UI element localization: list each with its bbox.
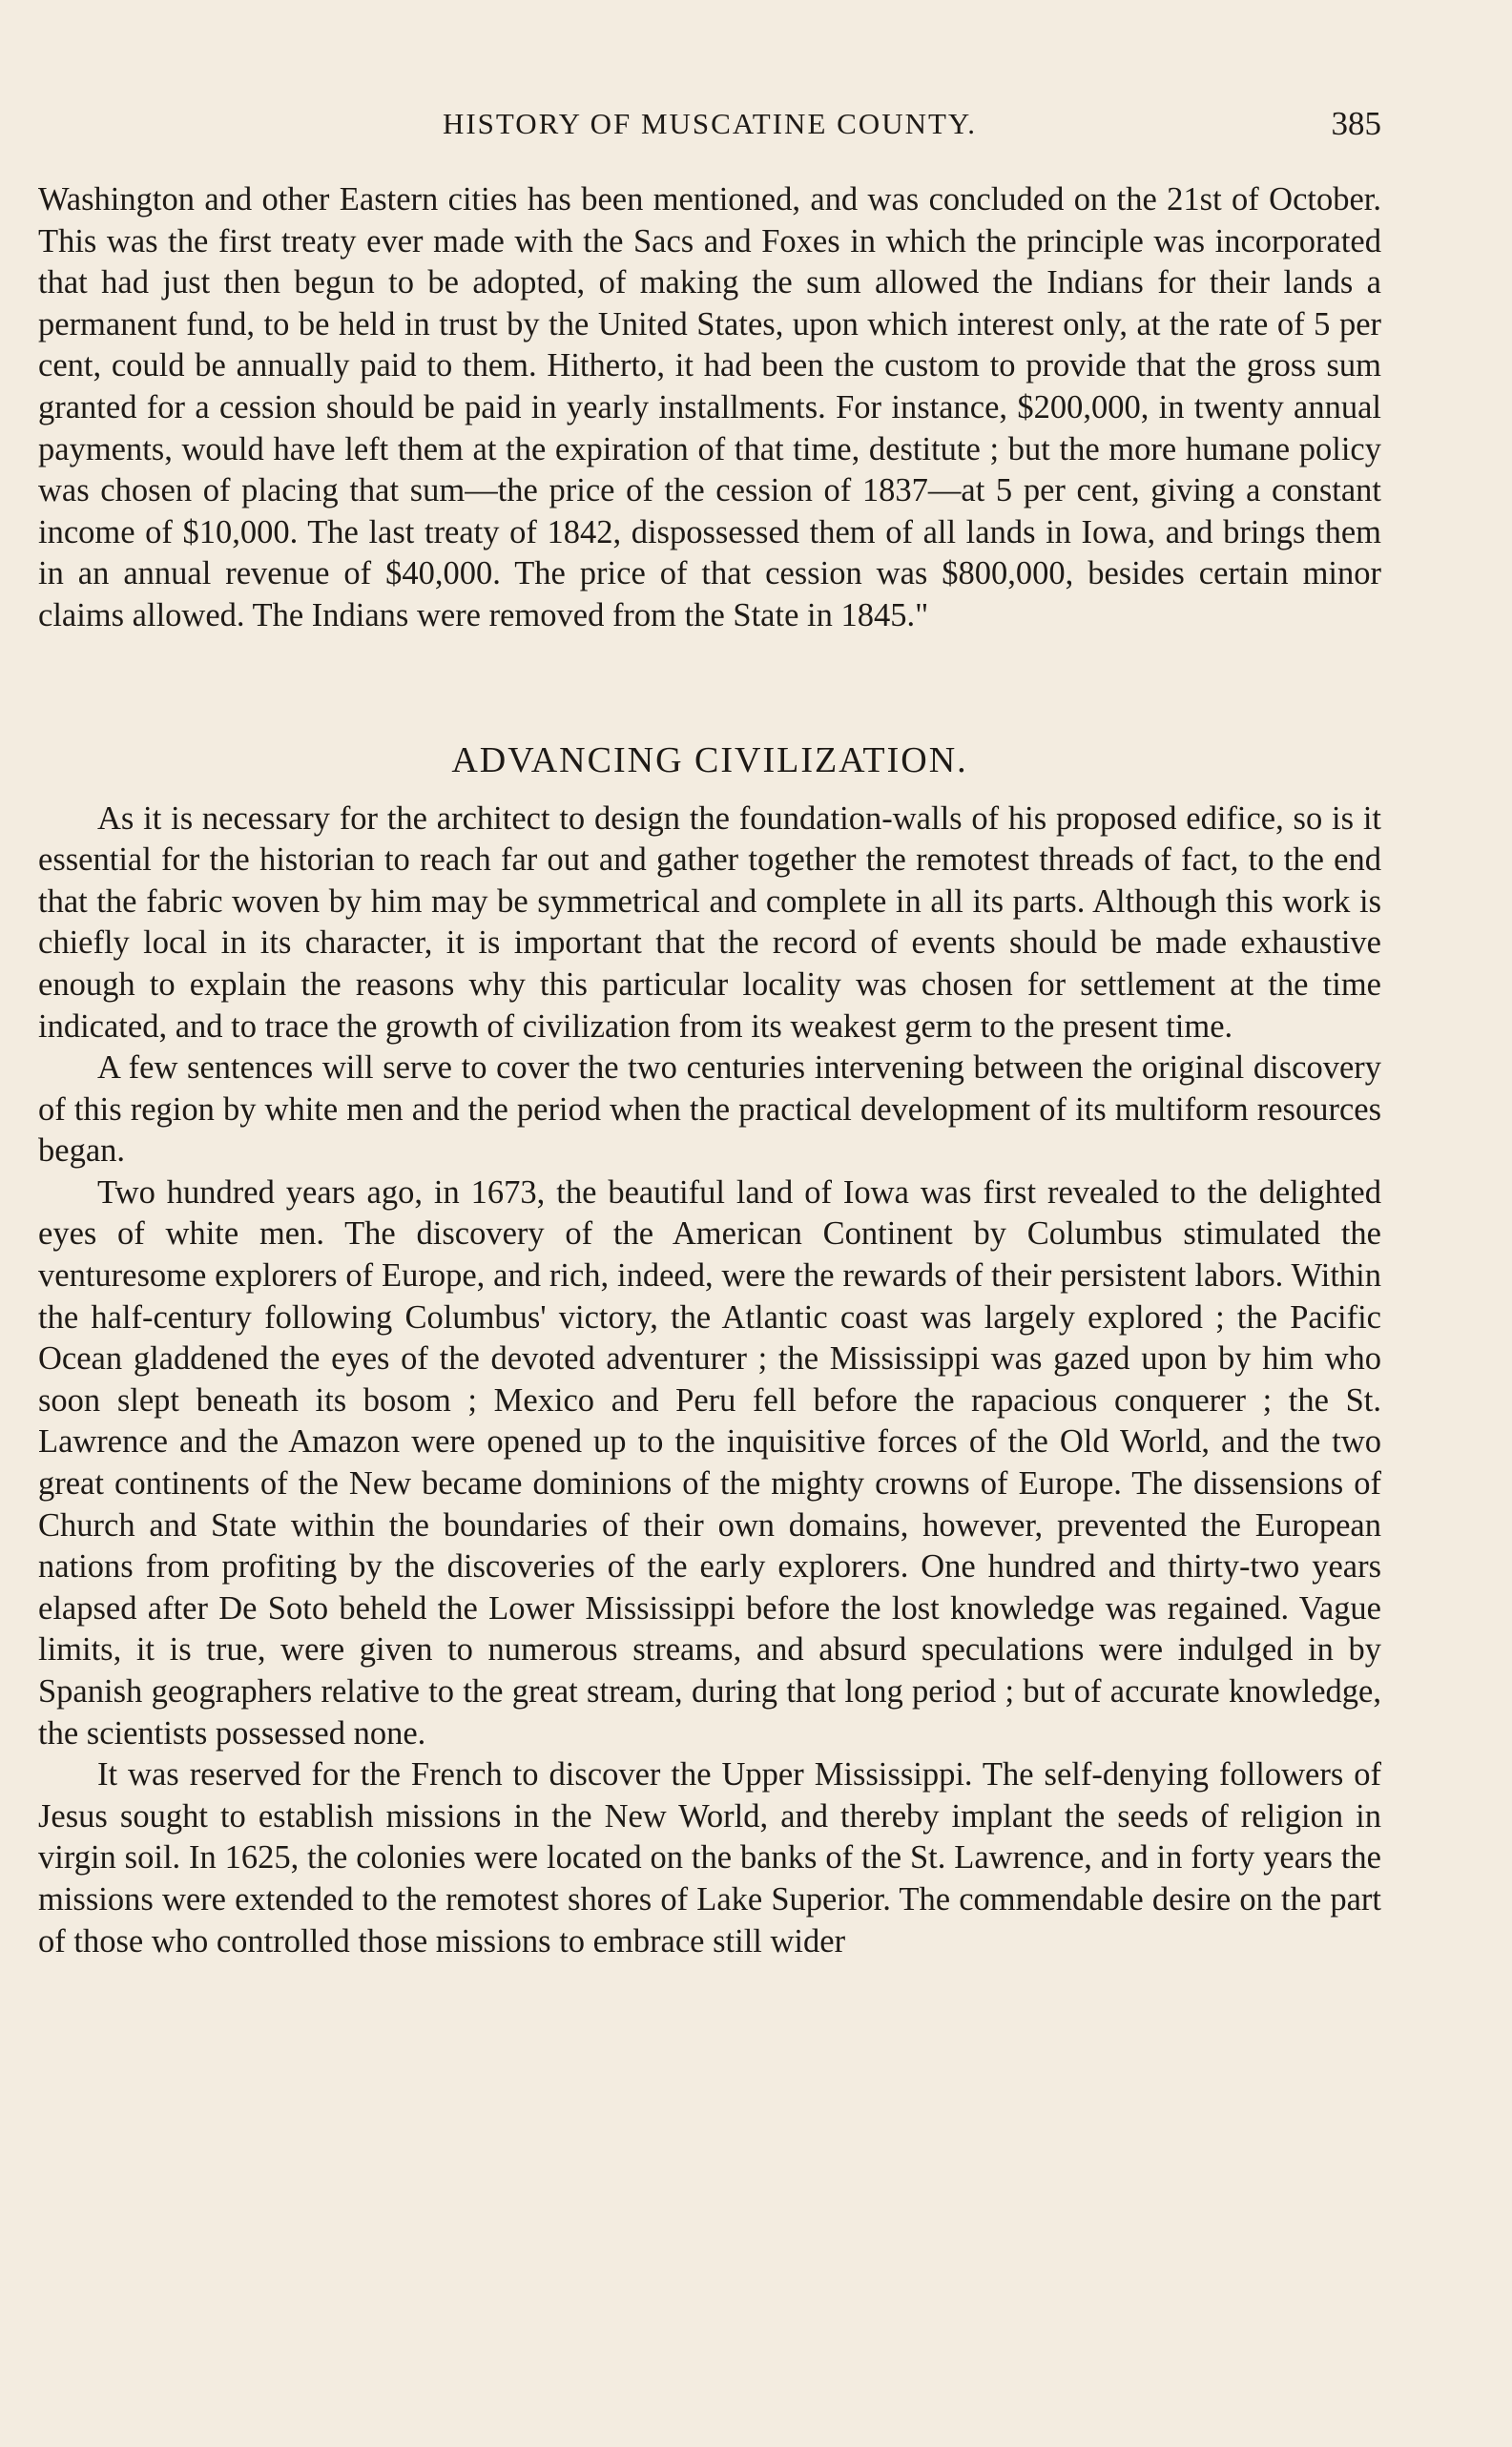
page-body [38,179,1381,1962]
paragraph-4: Two hundred years ago, in 1673, the beautiful land of Iowa was first revealed to the delighted eyes of white men. The discovery of the American Continent by Columbus stimulated the venturesome explorers of Europe, and rich, indeed, were the rewards of their persistent labors. Within the half-century following Columbus' victory, the Atlantic coast was largely explored ; the Pacific Ocean gladdened the eyes of the devoted adventurer ; the Mississippi was gazed upon by him who soon slept beneath its bosom ; Mexico and Peru fell before the rapacious conquerer ; the St. Lawrence and the Amazon were opened up to the inquisitive forces of the Old World, and the two great continents of the New became dominions of the mighty crowns of Europe. The dissensions of Church and State within the boundaries of their own domains, however, prevented the European nations from profiting by the discoveries of the early explorers. One hundred and thirty-two years elapsed after De Soto beheld the Lower Mississippi before the lost knowledge was regained. Vague limits, it is true, were given to numerous streams, and absurd speculations were indulged in by Spanish geographers relative to the great stream, during that long period ; but of accurate knowledge, the scientists possessed none. [38,1173,1381,1752]
page-header [38,103,1381,145]
paragraph-1: Washington and other Eastern cities has been mentioned, and was concluded on the 21st of October. This was the first treaty ever made with the Sacs and Foxes in which the principle was incorporated that had just then begun to be adopted, of making the sum allowed the Indians for their lands a permanent fund, to be held in trust by the United States, upon which interest only, at the rate of 5 per cent, could be annually paid to them. Hitherto, it had been the custom to provide that the gross sum granted for a cession should be paid in yearly installments. For instance, $200,000, in twenty annual payments, would have left them at the expiration of that time, destitute ; but the more humane policy was chosen of placing that sum—the price of the cession of 1837—at 5 per cent, giving a constant income of $10,000. The last treaty of 1842, dispossessed them of all lands in Iowa, and brings them in an annual revenue of $40,000. The price of that cession was $800,000, besides certain minor claims allowed. The Indians were removed from the State in 1845." [38,181,1381,633]
paragraph-5: It was reserved for the French to discover the Upper Mississippi. The self-denying followers of Jesus sought to establish missions in the New World, and thereby implant the seeds of religion in virgin soil. In 1625, the colonies were located on the banks of the St. Lawrence, and in forty years the missions were extended to the remotest shores of Lake Superior. The commendable desire on the part of those who controlled those missions to embrace still wider [38,1756,1381,1960]
running-title: HISTORY OF MUSCATINE COUNTY. [442,107,978,140]
paragraph-2: As it is necessary for the architect to design the foundation-walls of his proposed edifice, so is it essential for the historian to reach far out and gather together the remotest threads of fact, to the end that the fabric woven by him may be symmetrical and complete in all its parts. Although this work is chiefly local in its character, it is important that the record of events should be made exhaustive enough to explain the reasons why this particular locality was chosen for settlement at the time indicated, and to trace the growth of civilization from its weakest germ to the present time. [38,799,1381,1045]
section-heading: ADVANCING CIVILIZATION. [451,739,968,780]
paragraph-3: A few sentences will serve to cover the two centuries intervening between the original discovery of this region by white men and the period when the practical development of its multiform resources began. [38,1049,1381,1170]
book-page [38,103,1381,2431]
page-number: 385 [1331,105,1381,142]
